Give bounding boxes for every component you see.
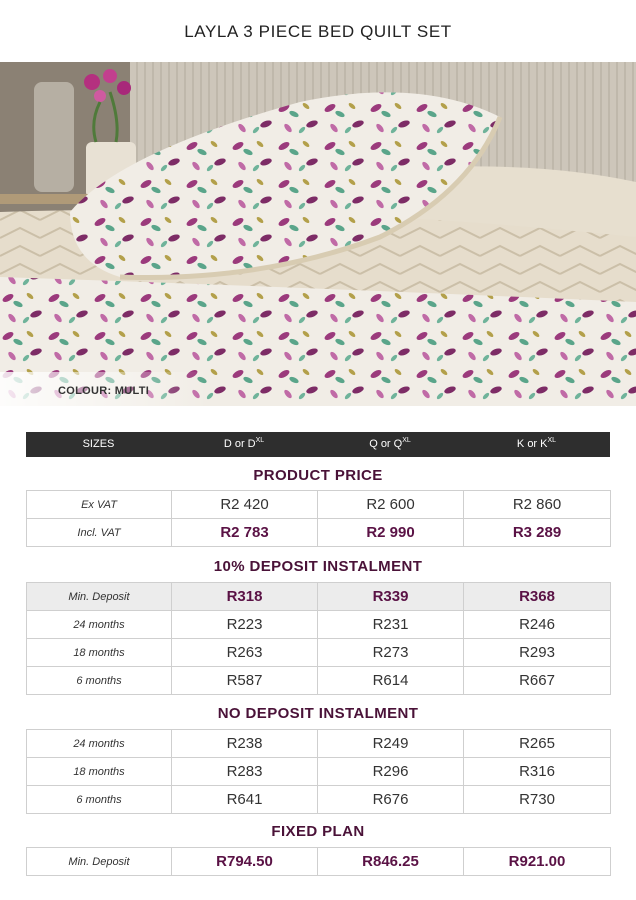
price-cell: R2 860 bbox=[464, 491, 611, 519]
no-deposit-instalment-table bbox=[26, 729, 611, 814]
table-row bbox=[27, 758, 611, 786]
deposit-instalment-title: 10% DEPOSIT INSTALMENT bbox=[213, 558, 423, 575]
price-cell: R339 bbox=[318, 583, 464, 611]
quilt-illustration bbox=[0, 62, 636, 406]
price-cell: R641 bbox=[172, 786, 318, 814]
price-cell: R846.25 bbox=[318, 848, 464, 876]
colour-label-overlay bbox=[0, 372, 210, 406]
price-cell: R2 600 bbox=[318, 491, 464, 519]
fixed-plan-title: FIXED PLAN bbox=[271, 823, 365, 840]
price-cell: R223 bbox=[172, 611, 318, 639]
price-cell: R293 bbox=[464, 639, 611, 667]
row-label: Min. Deposit bbox=[27, 583, 172, 611]
product-price-table bbox=[26, 490, 611, 547]
row-label: 18 months bbox=[27, 758, 172, 786]
price-cell: R2 420 bbox=[172, 491, 318, 519]
page-title: LAYLA 3 PIECE BED QUILT SET bbox=[184, 22, 452, 41]
sizes-header-label: SIZES bbox=[82, 438, 115, 450]
price-cell: R318 bbox=[172, 583, 318, 611]
table-row bbox=[27, 786, 611, 814]
price-cell: R614 bbox=[318, 667, 464, 695]
price-cell: R667 bbox=[464, 667, 611, 695]
price-cell: R265 bbox=[464, 730, 611, 758]
price-cell: R3 289 bbox=[464, 519, 611, 547]
table-row bbox=[27, 667, 611, 695]
no-deposit-instalment-title: NO DEPOSIT INSTALMENT bbox=[217, 705, 419, 722]
row-label: 18 months bbox=[27, 639, 172, 667]
price-cell: R283 bbox=[172, 758, 318, 786]
table-row bbox=[27, 611, 611, 639]
price-cell: R238 bbox=[172, 730, 318, 758]
price-cell: R263 bbox=[172, 639, 318, 667]
table-row bbox=[27, 491, 611, 519]
size-column-queen: Q or $Q^{XL}$ bbox=[369, 437, 411, 450]
price-cell: R296 bbox=[318, 758, 464, 786]
price-cell: R794.50 bbox=[172, 848, 318, 876]
row-label: Min. Deposit bbox=[27, 848, 172, 876]
price-cell: R368 bbox=[464, 583, 611, 611]
deposit-instalment-table bbox=[26, 582, 611, 695]
table-row bbox=[27, 519, 611, 547]
size-column-double: D or $D^{XL}$ bbox=[223, 437, 265, 450]
table-row bbox=[27, 730, 611, 758]
row-label: 24 months bbox=[27, 611, 172, 639]
price-cell: R921.00 bbox=[464, 848, 611, 876]
price-cell: R316 bbox=[464, 758, 611, 786]
size-column-king: K or $K^{XL}$ bbox=[516, 437, 557, 450]
row-label: Incl. VAT bbox=[27, 519, 172, 547]
product-image bbox=[0, 62, 636, 406]
colour-label: COLOUR: MULTI bbox=[58, 385, 150, 397]
fixed-plan-table bbox=[26, 847, 611, 876]
price-cell: R249 bbox=[318, 730, 464, 758]
row-label: Ex VAT bbox=[27, 491, 172, 519]
row-label: 6 months bbox=[27, 786, 172, 814]
sizes-header-bar bbox=[26, 432, 610, 457]
product-price-title: PRODUCT PRICE bbox=[253, 467, 383, 484]
price-cell: R676 bbox=[318, 786, 464, 814]
price-cell: R2 990 bbox=[318, 519, 464, 547]
price-cell: R231 bbox=[318, 611, 464, 639]
price-cell: R273 bbox=[318, 639, 464, 667]
row-label: 24 months bbox=[27, 730, 172, 758]
price-cell: R246 bbox=[464, 611, 611, 639]
table-row bbox=[27, 583, 611, 611]
price-cell: R2 783 bbox=[172, 519, 318, 547]
table-row bbox=[27, 639, 611, 667]
price-cell: R730 bbox=[464, 786, 611, 814]
row-label: 6 months bbox=[27, 667, 172, 695]
table-row bbox=[27, 848, 611, 876]
price-cell: R587 bbox=[172, 667, 318, 695]
